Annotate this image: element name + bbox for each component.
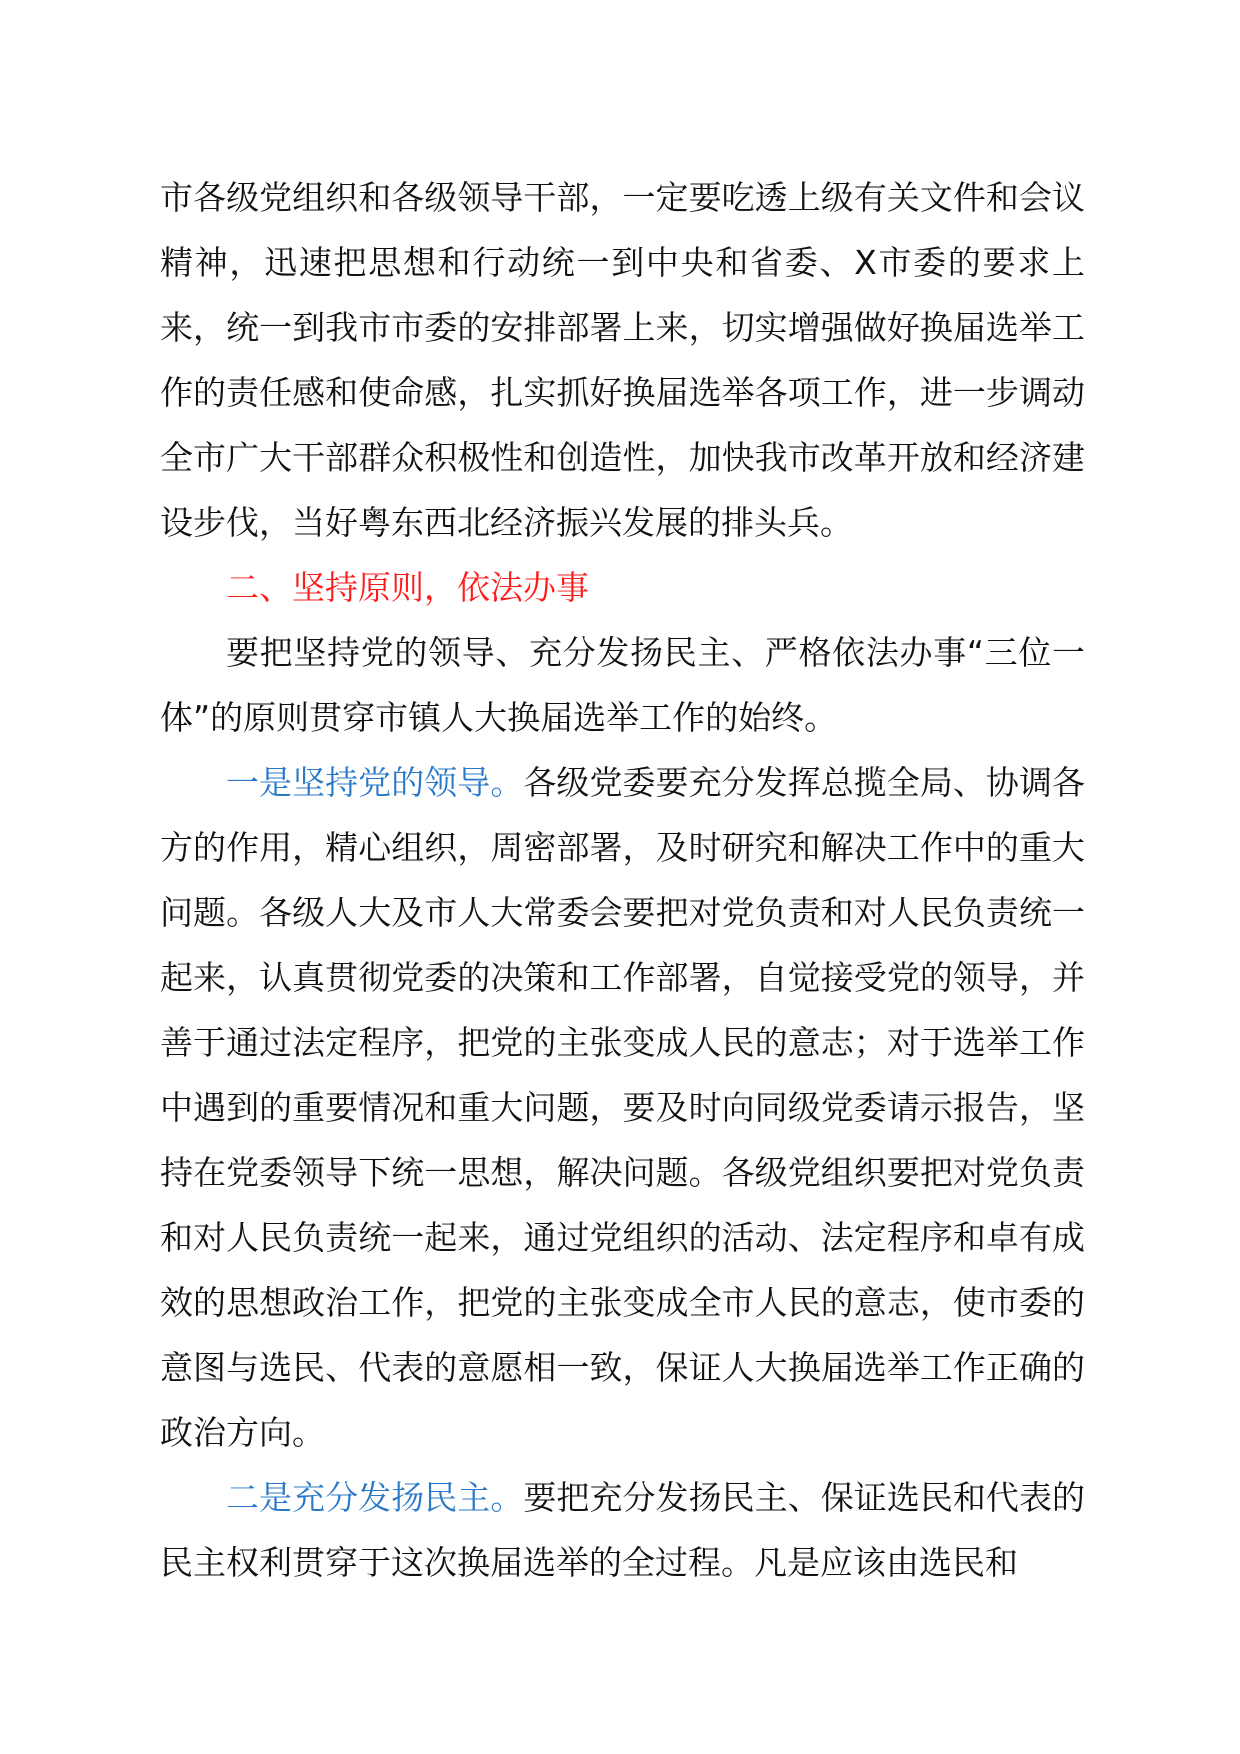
paragraph-lead: 一是坚持党的领导。 — [226, 763, 524, 802]
paragraph-text: 要把坚持党的领导、充分发扬民主、严格依法办事“三位一体”的原则贯穿市镇人大换届选举工作的始终。 — [160, 633, 1085, 737]
section-heading-text: 二、坚持原则，依法办事 — [226, 568, 589, 607]
section-heading — [160, 555, 1085, 620]
document-page — [160, 165, 1085, 1595]
paragraph-text: 各级党委要充分发挥总揽全局、协调各方的作用，精心组织，周密部署，及时研究和解决工作中的重大问题。各级人大及市人大常委会要把对党负责和对人民负责统一起来，认真贯彻党委的决策和工作部署，自觉接受党的领导，并善于通过法定程序，把党的主张变成人民的意志；对于选举工作中遇到的重要情况和重大问题，要及时向同级党委请示报告，坚持在党委领导下统一思想，解决问题。各级党组织要把对党负责和对人民负责统一起来，通过党组织的活动、法定程序和卓有成效的思想政治工作，把党的主张变成全市人民的意志，使市委的意图与选民、代表的意愿相一致，保证人大换届选举工作正确的政治方向。 — [160, 763, 1086, 1452]
paragraph-lead: 二是充分发扬民主。 — [226, 1478, 524, 1517]
paragraph-party-leadership — [160, 750, 1085, 1465]
paragraph-text: 市各级党组织和各级领导干部，一定要吃透上级有关文件和会议精神，迅速把思想和行动统一到中央和省委、X市委的要求上来，统一到我市市委的安排部署上来，切实增强做好换届选举工作的责任感和使命感，扎实抓好换届选举各项工作，进一步调动全市广大干部群众积极性和创造性，加快我市改革开放和经济建设步伐，当好粤东西北经济振兴发展的排头兵。 — [160, 178, 1085, 542]
paragraph-principle-intro — [160, 620, 1085, 750]
paragraph-continuation — [160, 165, 1085, 555]
paragraph-democracy — [160, 1465, 1085, 1595]
paragraph-text: 要把充分发扬民主、保证选民和代表的民主权利贯穿于这次换届选举的全过程。凡是应该由选民和 — [160, 1478, 1086, 1582]
